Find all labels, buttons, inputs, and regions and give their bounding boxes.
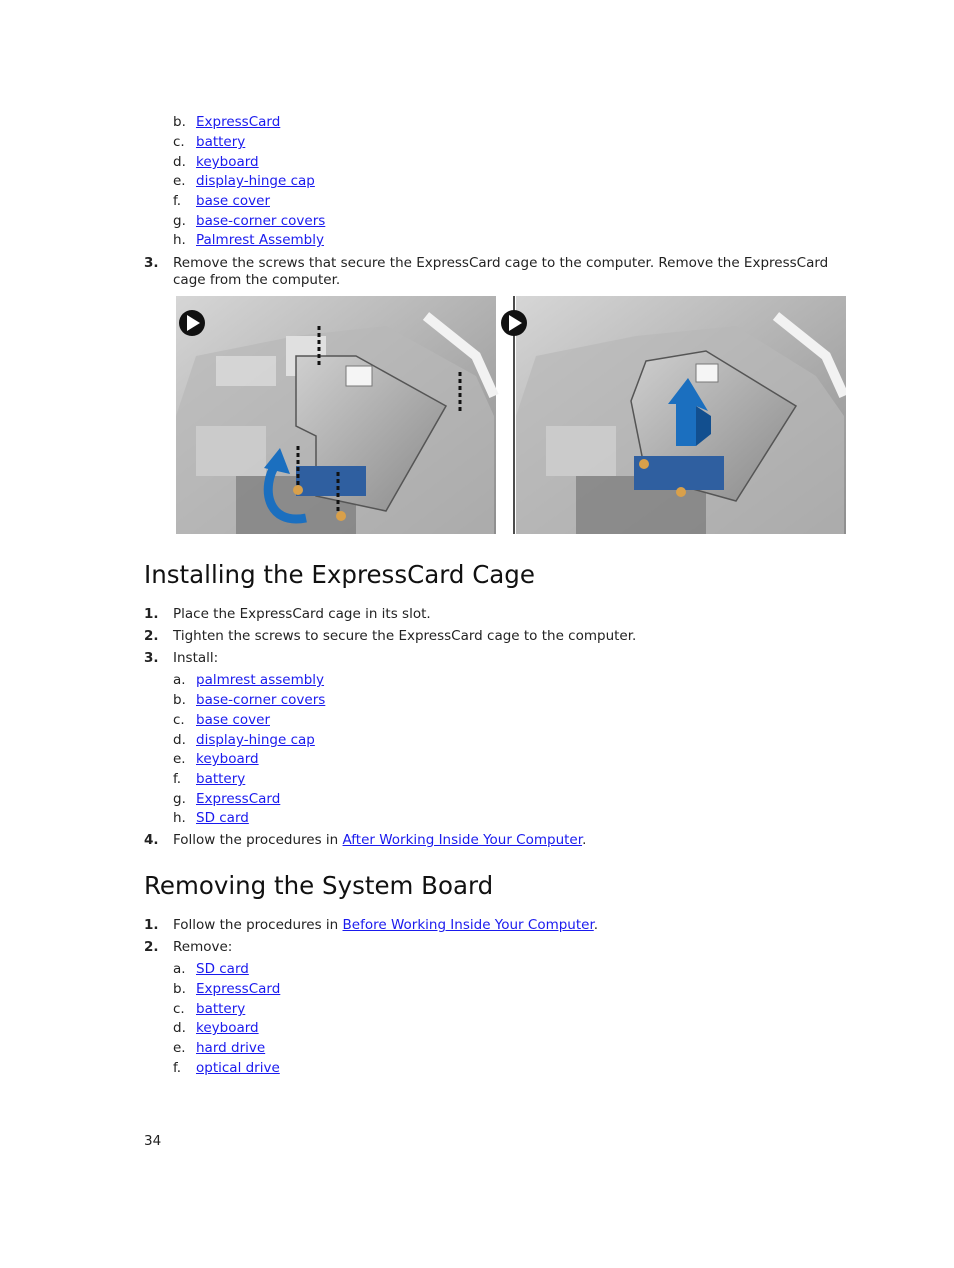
link-base-corner-covers[interactable]: base-corner covers: [196, 213, 326, 229]
link-battery[interactable]: battery: [196, 134, 246, 150]
link-battery[interactable]: battery: [196, 771, 246, 787]
link-before-working-inside[interactable]: Before Working Inside Your Computer: [342, 917, 594, 933]
link-hard-drive[interactable]: hard drive: [196, 1040, 266, 1056]
link-battery[interactable]: battery: [196, 1001, 246, 1017]
link-base-cover[interactable]: base cover: [196, 712, 270, 728]
link-palmrest-assembly[interactable]: palmrest assembly: [196, 672, 325, 688]
heading-removing-system-board: Removing the System Board: [144, 871, 494, 900]
play-arrow-icon: [179, 310, 205, 336]
figure-illustration: [176, 296, 846, 534]
link-expresscard[interactable]: ExpressCard: [196, 114, 281, 130]
play-arrow-icon: [501, 310, 527, 336]
link-base-cover[interactable]: base cover: [196, 193, 270, 209]
link-optical-drive[interactable]: optical drive: [196, 1060, 280, 1076]
link-display-hinge-cap[interactable]: display-hinge cap: [196, 173, 315, 189]
link-keyboard[interactable]: keyboard: [196, 1020, 259, 1036]
link-after-working-inside[interactable]: After Working Inside Your Computer: [342, 832, 583, 848]
link-keyboard[interactable]: keyboard: [196, 154, 259, 170]
link-sd-card[interactable]: SD card: [196, 961, 249, 977]
link-sd-card[interactable]: SD card: [196, 810, 249, 826]
document-page: b. ExpressCard c. battery d. keyboard e. display-hinge cap f. base cover g. base-corner covers h. Palmrest Assembly 3. Remove the screws that secure the ExpressCard cage to the computer. Remove the ExpressCard cage from the computer. Installing the ExpressCard Cage 1. Place the ExpressCard cage in its slot. 2. Tighten the screws to secure the ExpressCard cage to the computer. 3. Install: a. palmrest assembly b. base-corner covers c. base cover d. display-hinge cap e. keyboard f. battery g. ExpressCard h. SD card 4. Follow the procedures in After Working Inside Your Computer. Removing the System Board 1. Follow the procedures in Before Working Inside Your Computer. 2. Remove: a. SD card b. ExpressCard c. battery d. keyboard e. hard drive f. optical drive 34: [0, 0, 954, 1268]
link-keyboard[interactable]: keyboard: [196, 751, 259, 767]
expresscard-cage-figure: [176, 296, 846, 534]
left-panel: [176, 296, 496, 534]
page-number: 34: [144, 1133, 162, 1149]
link-palmrest-assembly[interactable]: Palmrest Assembly: [196, 232, 324, 248]
step-remove-screws-cont: cage from the computer.: [173, 272, 341, 288]
link-display-hinge-cap[interactable]: display-hinge cap: [196, 732, 315, 748]
link-expresscard[interactable]: ExpressCard: [196, 791, 281, 807]
heading-installing-expresscard-cage: Installing the ExpressCard Cage: [144, 560, 535, 589]
link-expresscard[interactable]: ExpressCard: [196, 981, 281, 997]
link-base-corner-covers[interactable]: base-corner covers: [196, 692, 326, 708]
